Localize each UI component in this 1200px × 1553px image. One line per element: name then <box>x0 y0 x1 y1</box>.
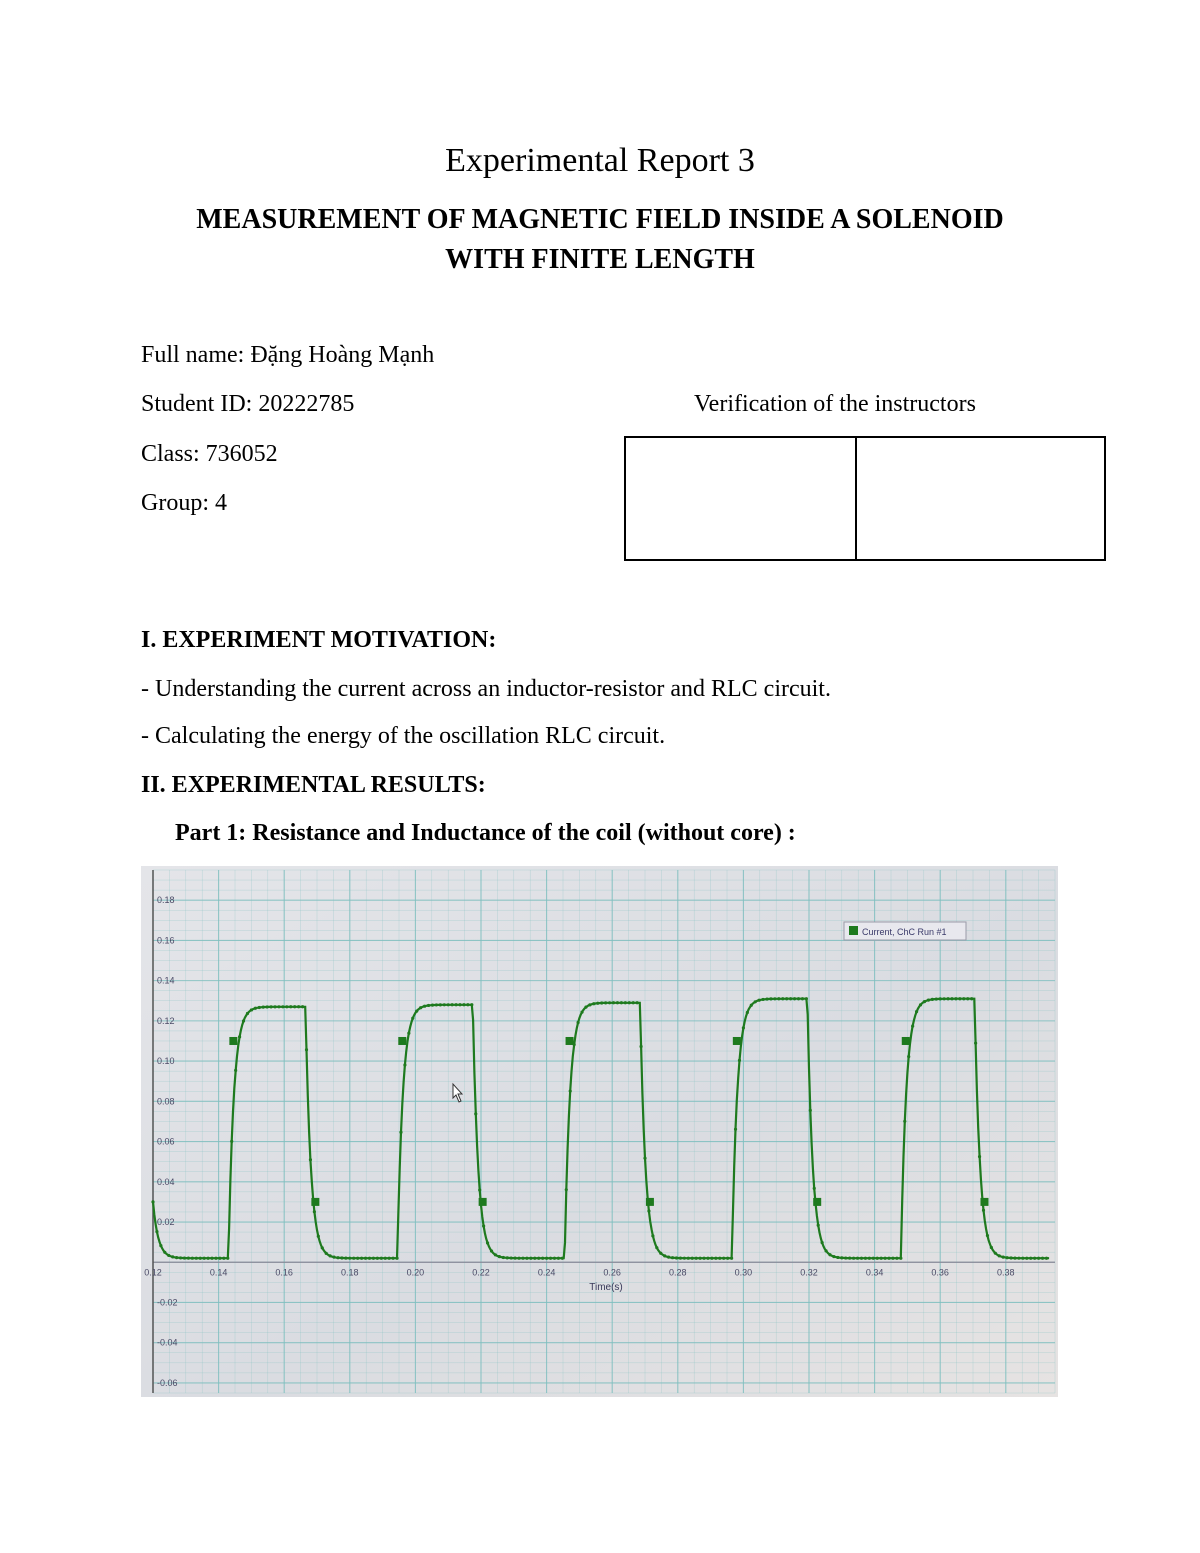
trace-point <box>1009 1256 1012 1259</box>
trace-point <box>608 1001 611 1004</box>
trace-point <box>1013 1257 1016 1260</box>
trace-point <box>848 1257 851 1260</box>
trace-point <box>939 997 942 1000</box>
trace-point <box>226 1257 229 1260</box>
trace-point <box>207 1257 210 1260</box>
trace-point <box>864 1257 867 1260</box>
trace-point <box>545 1257 548 1260</box>
trace-point <box>372 1257 375 1260</box>
trace-point <box>986 1234 989 1237</box>
trace-point <box>376 1257 379 1260</box>
section-2-heading: II. EXPERIMENTAL RESULTS: <box>141 772 486 798</box>
trace-point <box>576 1021 579 1024</box>
trace-point <box>411 1017 414 1020</box>
trace-point <box>592 1002 595 1005</box>
verification-cell-2 <box>857 438 1104 559</box>
x-tick-label: 0.26 <box>603 1267 621 1278</box>
oscilloscope-photo <box>141 866 1058 1397</box>
trace-point <box>868 1257 871 1260</box>
legend <box>844 922 966 940</box>
trace-point <box>163 1251 166 1254</box>
trace-point <box>360 1257 363 1260</box>
section-1-heading: I. EXPERIMENT MOTIVATION: <box>141 627 497 653</box>
trace-point <box>946 997 949 1000</box>
trace-point <box>998 1254 1001 1257</box>
trace-point <box>230 1140 233 1143</box>
trace-point <box>828 1253 831 1256</box>
trace-point <box>510 1256 513 1259</box>
trace-point <box>569 1089 572 1092</box>
trace-point <box>687 1257 690 1260</box>
full-name: Full name: Đặng Hoàng Mạnh <box>141 342 435 368</box>
trace-point <box>258 1006 261 1009</box>
trace-point <box>758 999 761 1002</box>
trace-point <box>218 1257 221 1260</box>
trace-point <box>793 997 796 1000</box>
x-tick-label: 0.34 <box>865 1267 884 1278</box>
trace-marker <box>566 1037 574 1045</box>
trace-point <box>911 1024 914 1027</box>
trace-point <box>297 1005 300 1008</box>
trace-point <box>1017 1257 1020 1260</box>
y-tick-label: 0.06 <box>157 1136 175 1147</box>
trace-point <box>238 1035 241 1038</box>
trace-point <box>789 997 792 1000</box>
trace-point <box>639 1045 642 1048</box>
trace-point <box>600 1001 603 1004</box>
trace-point <box>391 1257 394 1260</box>
trace-point <box>860 1257 863 1260</box>
trace-point <box>336 1256 339 1259</box>
trace-point <box>443 1003 446 1006</box>
y-tick-label: 0.12 <box>157 1015 175 1026</box>
trace-point <box>927 999 930 1002</box>
trace-point <box>1045 1257 1048 1260</box>
trace-point <box>273 1005 276 1008</box>
trace-point <box>395 1257 398 1260</box>
trace-point <box>502 1256 505 1259</box>
trace-point <box>785 997 788 1000</box>
trace-point <box>950 997 953 1000</box>
trace-point <box>195 1257 198 1260</box>
trace-point <box>498 1255 501 1258</box>
trace-point <box>289 1005 292 1008</box>
x-tick-label: 0.12 <box>144 1267 162 1278</box>
trace-point <box>801 997 804 1000</box>
x-tick-label: 0.20 <box>406 1267 425 1278</box>
trace-marker <box>813 1198 821 1206</box>
x-tick-label: 0.30 <box>734 1267 753 1278</box>
trace-point <box>155 1230 158 1233</box>
trace-point <box>529 1257 532 1260</box>
trace-point <box>466 1003 469 1006</box>
trace-point <box>514 1257 517 1260</box>
trace-point <box>821 1241 824 1244</box>
trace-marker <box>902 1037 910 1045</box>
trace-point <box>683 1257 686 1260</box>
trace-point <box>407 1032 410 1035</box>
trace-point <box>706 1257 709 1260</box>
trace-point <box>935 997 938 1000</box>
trace-point <box>628 1001 631 1004</box>
trace-point <box>451 1003 454 1006</box>
trace-point <box>254 1007 257 1010</box>
trace-point <box>604 1001 607 1004</box>
trace-point <box>494 1253 497 1256</box>
trace-point <box>765 997 768 1000</box>
trace-point <box>754 1000 757 1003</box>
trace-point <box>691 1257 694 1260</box>
y-tick-label: -0.06 <box>157 1377 178 1388</box>
trace-point <box>175 1256 178 1259</box>
trace-point <box>269 1005 272 1008</box>
group-number: Group: 4 <box>141 490 227 516</box>
trace-point <box>1006 1256 1009 1259</box>
x-tick-label: 0.24 <box>537 1267 556 1278</box>
report-subtitle <box>100 200 1100 280</box>
trace-point <box>262 1006 265 1009</box>
trace-marker <box>733 1037 741 1045</box>
trace-point <box>994 1252 997 1255</box>
trace-point <box>537 1257 540 1260</box>
trace-point <box>1025 1257 1028 1260</box>
trace-point <box>954 997 957 1000</box>
trace-point <box>1033 1257 1036 1260</box>
trace-point <box>643 1157 646 1160</box>
trace-point <box>305 1048 308 1051</box>
trace-point <box>714 1257 717 1260</box>
trace-point <box>982 1209 985 1212</box>
trace-point <box>667 1256 670 1259</box>
trace-point <box>876 1257 879 1260</box>
trace-point <box>750 1004 753 1007</box>
trace-point <box>250 1008 253 1011</box>
trace-point <box>769 997 772 1000</box>
trace-point <box>458 1003 461 1006</box>
trace-point <box>699 1257 702 1260</box>
trace-point <box>356 1257 359 1260</box>
y-tick-label: -0.04 <box>157 1337 178 1348</box>
y-tick-label: 0.04 <box>157 1176 175 1187</box>
subtitle-line-1: MEASUREMENT OF MAGNETIC FIELD INSIDE A SOLENOID <box>196 204 1004 235</box>
trace-point <box>415 1010 418 1013</box>
trace-point <box>659 1252 662 1255</box>
trace-point <box>214 1257 217 1260</box>
trace-point <box>332 1256 335 1259</box>
trace-point <box>340 1256 343 1259</box>
trace-point <box>856 1257 859 1260</box>
trace-point <box>431 1003 434 1006</box>
trace-point <box>293 1005 296 1008</box>
trace-point <box>880 1257 883 1260</box>
trace-point <box>887 1257 890 1260</box>
x-tick-label: 0.16 <box>275 1267 293 1278</box>
trace-point <box>710 1257 713 1260</box>
trace-point <box>596 1002 599 1005</box>
trace-point <box>1037 1257 1040 1260</box>
x-tick-label: 0.36 <box>931 1267 949 1278</box>
trace-point <box>931 998 934 1001</box>
trace-point <box>478 1188 481 1191</box>
trace-point <box>191 1257 194 1260</box>
subtitle-line-2: WITH FINITE LENGTH <box>445 244 755 275</box>
trace-point <box>663 1254 666 1257</box>
trace-point <box>836 1256 839 1259</box>
x-tick-label: 0.18 <box>341 1267 359 1278</box>
trace-marker <box>398 1037 406 1045</box>
trace-point <box>474 1112 477 1115</box>
trace-point <box>746 1011 749 1014</box>
trace-point <box>517 1257 520 1260</box>
motivation-item-1: - Understanding the current across an inductor-resistor and RLC circuit. <box>141 676 831 702</box>
trace-point <box>832 1255 835 1258</box>
trace-point <box>281 1005 284 1008</box>
trace-point <box>671 1256 674 1259</box>
trace-point <box>151 1200 154 1203</box>
trace-point <box>364 1257 367 1260</box>
y-tick-label: 0.16 <box>157 935 175 946</box>
trace-point <box>990 1246 993 1249</box>
trace-point <box>179 1256 182 1259</box>
x-tick-label: 0.38 <box>997 1267 1015 1278</box>
trace-point <box>242 1019 245 1022</box>
y-tick-label: 0.18 <box>157 895 175 906</box>
verification-label: Verification of the instructors <box>694 391 976 417</box>
trace-marker <box>646 1198 654 1206</box>
trace-point <box>222 1257 225 1260</box>
trace-point <box>974 1042 977 1045</box>
trace-point <box>234 1069 237 1072</box>
trace-point <box>738 1059 741 1062</box>
trace-point <box>549 1257 552 1260</box>
x-tick-label: 0.14 <box>209 1267 228 1278</box>
trace-point <box>726 1257 729 1260</box>
trace-point <box>399 1131 402 1134</box>
trace-point <box>470 1003 473 1006</box>
trace-point <box>824 1249 827 1252</box>
trace-point <box>679 1257 682 1260</box>
trace-point <box>301 1005 304 1008</box>
trace-point <box>348 1257 351 1260</box>
trace-point <box>368 1257 371 1260</box>
trace-point <box>419 1006 422 1009</box>
trace-point <box>813 1187 816 1190</box>
trace-point <box>777 997 780 1000</box>
trace-point <box>490 1249 493 1252</box>
y-tick-label: -0.02 <box>157 1297 178 1308</box>
x-tick-label: 0.28 <box>669 1267 687 1278</box>
trace-point <box>718 1257 721 1260</box>
trace-point <box>159 1244 162 1247</box>
trace-point <box>561 1257 564 1260</box>
motivation-item-2: - Calculating the energy of the oscillation RLC circuit. <box>141 723 666 749</box>
part-1-heading: Part 1: Resistance and Inductance of the coil (without core) : <box>175 820 796 846</box>
trace-point <box>462 1003 465 1006</box>
trace-point <box>565 1188 568 1191</box>
trace-point <box>557 1257 560 1260</box>
trace-point <box>352 1257 355 1260</box>
x-tick-label: 0.22 <box>472 1267 490 1278</box>
trace-point <box>309 1158 312 1161</box>
trace-point <box>317 1235 320 1238</box>
trace-point <box>380 1257 383 1260</box>
trace-point <box>183 1256 186 1259</box>
trace-point <box>612 1001 615 1004</box>
trace-point <box>1041 1257 1044 1260</box>
y-tick-label: 0.10 <box>157 1056 175 1067</box>
trace-point <box>695 1257 698 1260</box>
y-tick-label: 0.02 <box>157 1217 175 1228</box>
verification-box <box>624 436 1106 561</box>
trace-point <box>266 1005 269 1008</box>
y-tick-label: 0.14 <box>157 975 175 986</box>
trace-point <box>427 1004 430 1007</box>
report-title: Experimental Report 3 <box>445 142 755 179</box>
trace-point <box>899 1257 902 1260</box>
trace-point <box>702 1257 705 1260</box>
trace-point <box>482 1224 485 1227</box>
trace-point <box>730 1257 733 1260</box>
trace-point <box>620 1001 623 1004</box>
trace-point <box>966 997 969 1000</box>
trace-point <box>852 1257 855 1260</box>
trace-point <box>840 1256 843 1259</box>
trace-marker <box>980 1198 988 1206</box>
trace-point <box>277 1005 280 1008</box>
student-id: Student ID: 20222785 <box>141 391 355 417</box>
trace-point <box>797 997 800 1000</box>
trace-point <box>895 1257 898 1260</box>
legend-label: Current, ChC Run #1 <box>862 927 947 937</box>
trace-point <box>506 1256 509 1259</box>
x-tick-label: 0.32 <box>800 1267 818 1278</box>
trace-point <box>781 997 784 1000</box>
trace-point <box>439 1003 442 1006</box>
trace-point <box>486 1241 489 1244</box>
trace-point <box>761 998 764 1001</box>
trace-point <box>651 1234 654 1237</box>
trace-point <box>636 1001 639 1004</box>
trace-point <box>199 1257 202 1260</box>
trace-point <box>872 1257 875 1260</box>
trace-point <box>525 1257 528 1260</box>
trace-point <box>903 1120 906 1123</box>
trace-point <box>171 1255 174 1258</box>
trace-point <box>805 997 808 1000</box>
trace-point <box>742 1026 745 1029</box>
trace-point <box>167 1254 170 1257</box>
trace-marker <box>229 1037 237 1045</box>
trace-point <box>1029 1257 1032 1260</box>
trace-point <box>915 1010 918 1013</box>
trace-point <box>958 997 961 1000</box>
trace-point <box>580 1010 583 1013</box>
trace-point <box>978 1155 981 1158</box>
trace-point <box>632 1001 635 1004</box>
trace-point <box>624 1001 627 1004</box>
trace-point <box>655 1246 658 1249</box>
class-number: Class: 736052 <box>141 441 278 467</box>
legend-swatch <box>849 926 858 935</box>
trace-point <box>325 1252 328 1255</box>
trace-point <box>970 997 973 1000</box>
trace-point <box>923 1000 926 1003</box>
trace-point <box>210 1257 213 1260</box>
trace-marker <box>311 1198 319 1206</box>
trace-point <box>907 1055 910 1058</box>
trace-point <box>722 1257 725 1260</box>
trace-point <box>187 1257 190 1260</box>
trace-point <box>423 1005 426 1008</box>
trace-point <box>447 1003 450 1006</box>
trace-point <box>844 1256 847 1259</box>
trace-point <box>285 1005 288 1008</box>
trace-point <box>403 1063 406 1066</box>
trace-point <box>435 1003 438 1006</box>
trace-point <box>943 997 946 1000</box>
trace-point <box>329 1254 332 1257</box>
trace-point <box>541 1257 544 1260</box>
trace-point <box>454 1003 457 1006</box>
trace-point <box>809 1109 812 1112</box>
trace-point <box>584 1006 587 1009</box>
trace-point <box>962 997 965 1000</box>
trace-point <box>313 1210 316 1213</box>
trace-point <box>588 1003 591 1006</box>
trace-point <box>533 1257 536 1260</box>
trace-point <box>891 1257 894 1260</box>
trace-point <box>344 1257 347 1260</box>
trace-point <box>616 1001 619 1004</box>
trace-point <box>773 997 776 1000</box>
trace-point <box>675 1256 678 1259</box>
trace-point <box>919 1003 922 1006</box>
trace-marker <box>479 1198 487 1206</box>
trace-point <box>734 1128 737 1131</box>
trace-point <box>647 1209 650 1212</box>
trace-point <box>246 1012 249 1015</box>
trace-point <box>388 1257 391 1260</box>
trace-point <box>553 1257 556 1260</box>
x-axis-label: Time(s) <box>589 1282 623 1293</box>
trace-point <box>1021 1257 1024 1260</box>
trace-point <box>1002 1255 1005 1258</box>
trace-point <box>384 1257 387 1260</box>
trace-point <box>203 1257 206 1260</box>
trace-point <box>883 1257 886 1260</box>
trace-point <box>521 1257 524 1260</box>
trace-point <box>321 1246 324 1249</box>
y-tick-label: 0.08 <box>157 1096 175 1107</box>
trace-point <box>817 1224 820 1227</box>
verification-cell-1 <box>626 438 857 559</box>
